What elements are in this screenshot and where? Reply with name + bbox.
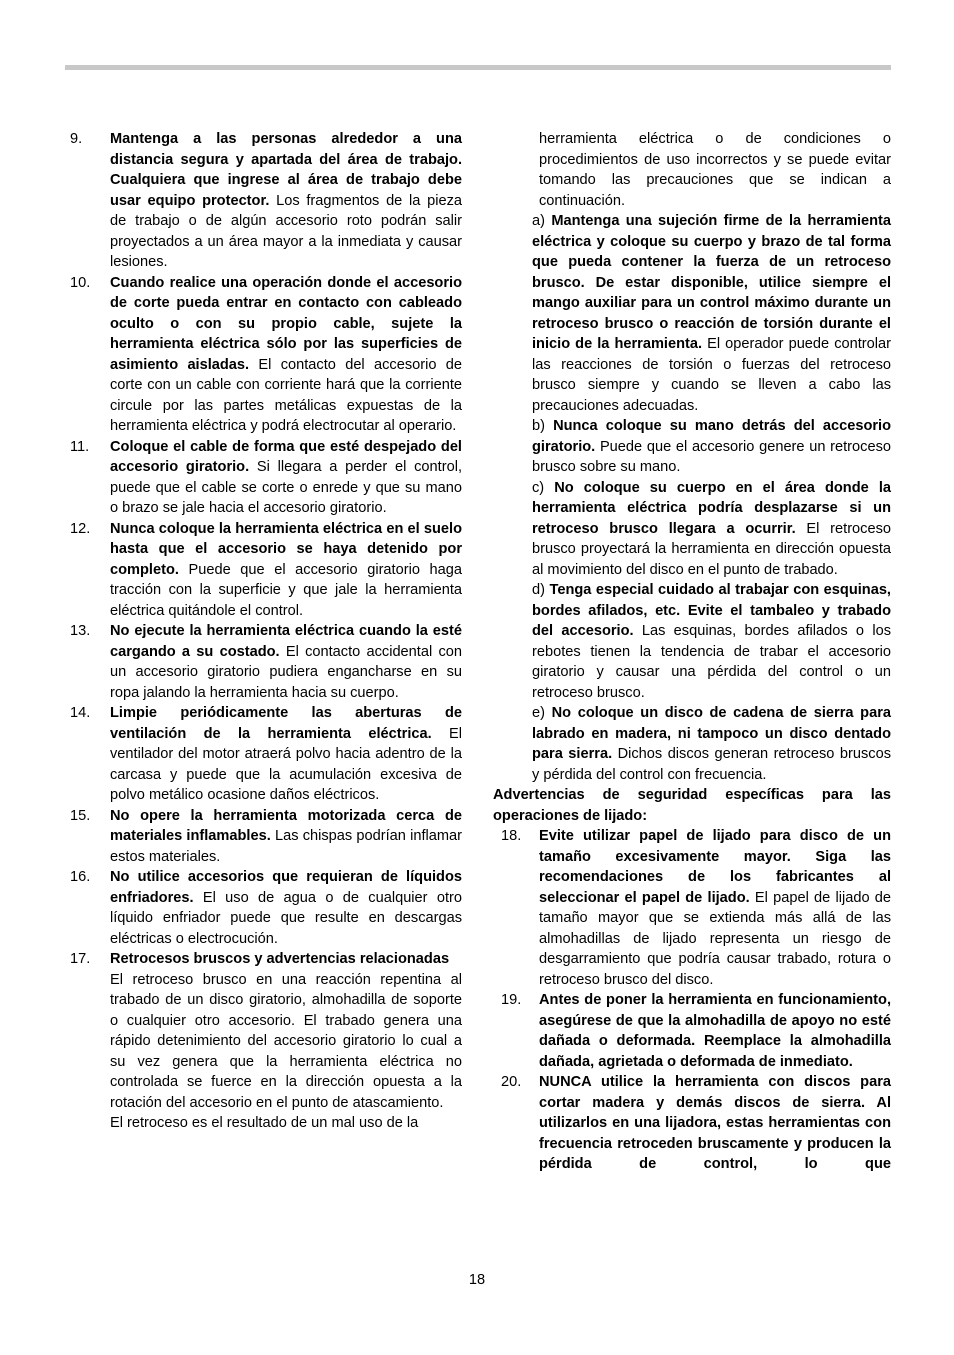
item-text: Cuando realice una operación donde el accesorio de corte pueda entrar en contacto con cableado oculto o con su propio cable, sujete la herramienta eléctrica sólo por las superficies de asimiento aisladas. El contacto del accesorio de corte con un cable con corriente hará que la corriente circule por las partes metálicas expuestas de la herramienta eléctrica y podrá electrocutar al operario. xyxy=(110,274,462,434)
sub-item-e: e) No coloque un disco de cadena de sierra para labrado en madera, ni tampoco un disco dentado para sierra. Dichos discos generan retroceso bruscos y pérdida del control con frecuencia. xyxy=(532,705,891,783)
sub-item-d: d) Tenga especial cuidado al trabajar con esquinas, bordes afilados, etc. Evite el tambaleo y trabado del accesorio. Las esquinas, bordes afilados o los rebotes tienen la tendencia de trabar el accesorio giratorio y causar una pérdida del control o un retroceso brusco. xyxy=(532,582,891,701)
item-text: No utilice accesorios que requieran de líquidos enfriadores. El uso de agua o de cualquier otro líquido enfriador puede que resulte en descargas eléctricas o electrocución. xyxy=(110,869,462,947)
item-text: Nunca coloque la herramienta eléctrica en el suelo hasta que el accesorio se haya detenido por completo. Puede que el accesorio giratorio haga tracción con la superficie y que jale la herramienta eléctrica quitándole el control. xyxy=(110,520,462,619)
continued-paragraph: herramienta eléctrica o de condiciones o procedimientos de uso incorrectos y se puede evitar tomando las precauciones que se indican a continuación. xyxy=(539,131,891,209)
item-text: NUNCA utilice la herramienta con discos para cortar madera y demás discos de sierra. Al utilizarlos en una lijadora, estas herramientas con frecuencia retroceden bruscamente y producen la pérdida de control, lo que xyxy=(539,1074,891,1172)
list-item-16 xyxy=(70,867,462,949)
item-number: 12. xyxy=(70,520,91,537)
item-text: Limpie periódicamente las aberturas de ventilación de la herramienta eléctrica. El ventilador del motor atraerá polvo hacia adentro de la carcasa y puede que la acumulación excesiva de polvo metálico ocasione daños eléctricos. xyxy=(110,705,462,803)
item-number: 15. xyxy=(70,807,91,824)
right-column xyxy=(493,129,891,1175)
item-number: 19. xyxy=(501,992,522,1008)
section-heading: Advertencias de seguridad específicas para las operaciones de lijado: xyxy=(493,787,891,824)
list-item-11 xyxy=(70,437,462,519)
item-number: 13. xyxy=(70,623,91,639)
list-item-19 xyxy=(493,990,891,1072)
item-number: 11. xyxy=(70,438,90,455)
list-item-10 xyxy=(70,273,462,437)
list-item-20 xyxy=(493,1072,891,1175)
item-number: 20. xyxy=(501,1074,522,1090)
item-heading: Retrocesos bruscos y advertencias relacionadas xyxy=(110,951,450,967)
item-text: Mantenga a las personas alrededor a una distancia segura y apartada del área de trabajo. Cualquiera que ingrese al área de trabajo debe usar equipo protector. Los fragmentos de la pieza de trabajo o de algún accesorio roto podrán salir proyectados a un área mayor a la inmediata y causar lesiones. xyxy=(110,131,462,270)
item-number: 9. xyxy=(70,131,83,147)
item-number: 16. xyxy=(70,869,91,885)
item-text: No opere la herramienta motorizada cerca de materiales inflamables. Las chispas podrían inflamar estos materiales. xyxy=(110,807,462,865)
list-item-9 xyxy=(70,129,462,273)
sub-item-a: a) Mantenga una sujeción firme de la herramienta eléctrica y coloque su cuerpo y brazo de tal forma que pueda contener la fuerza de un retroceso brusco. De estar disponible, utilice siempre el mango auxiliar para un control máximo durante un retroceso brusco o reacción de torsión durante el inicio de la herramienta. El operador puede controlar las reacciones de torsión o fuerzas del retroceso brusco siempre y cuando se lleven a cabo las precauciones adecuadas. xyxy=(532,213,892,414)
page-number: 18 xyxy=(468,1272,486,1288)
item-text: Antes de poner la herramienta en funcionamiento, asegúrese de que la almohadilla de apoyo no esté dañada o deformada. Reemplace la almohadilla dañada, agrietada o deformada de inmediato. xyxy=(539,992,891,1070)
sub-item-b: b) Nunca coloque su mano detrás del accesorio giratorio. Puede que el accesorio genere un retroceso brusco sobre su mano. xyxy=(532,418,892,475)
list-item-18 xyxy=(493,826,891,990)
list-item-13 xyxy=(70,621,462,703)
list-item-15 xyxy=(70,806,462,868)
item-text: Coloque el cable de forma que esté despejado del accesorio giratorio. Si llegara a perder el control, puede que el cable se corte o enrede y que su mano o brazo se jale hacia el accesorio giratorio. xyxy=(110,438,462,516)
list-item-12 xyxy=(70,519,462,622)
left-column xyxy=(70,129,462,1134)
item-paragraph: El retroceso brusco en una reacción repentina al trabado de un disco giratorio, almohadilla de soporte o cualquier otro accesorio. El trabado genera una rápido detenimiento del accesorio giratorio lo cual a su vez genera que la herramienta eléctrica no controlada se fuerce en la dirección opuesta a la rotación del accesorio en el punto de atascamiento. xyxy=(110,971,462,1111)
list-item-17 xyxy=(70,949,462,1134)
item-text: Evite utilizar papel de lijado para disco de un tamaño excesivamente mayor. Siga las recomendaciones de los fabricantes al seleccionar el papel de lijado. El papel de lijado de tamaño mayor que se extienda más allá de las almohadillas de lijado representa un riesgo de desgarramiento que podría causar trabado, rotura o retroceso brusco del disco. xyxy=(539,828,892,988)
item-number: 18. xyxy=(501,828,522,844)
list-item-14 xyxy=(70,703,462,806)
sub-item-c: c) No coloque su cuerpo en el área donde la herramienta eléctrica podría desplazarse si un retroceso brusco llegara a ocurrir. El retroceso brusco proyectará la herramienta en dirección opuesta al movimiento del disco en el punto de trabado. xyxy=(532,479,892,578)
item-number: 14. xyxy=(70,705,91,721)
header-rule xyxy=(65,65,891,70)
item-number: 17. xyxy=(70,951,91,967)
item-number: 10. xyxy=(70,274,91,291)
item-paragraph: El retroceso es el resultado de un mal uso de la xyxy=(110,1115,419,1131)
item-text: No ejecute la herramienta eléctrica cuando la esté cargando a su costado. El contacto accidental con un accesorio giratorio pudiera engancharse en su ropa jalando la herramienta hacia su cuerpo. xyxy=(110,623,462,701)
